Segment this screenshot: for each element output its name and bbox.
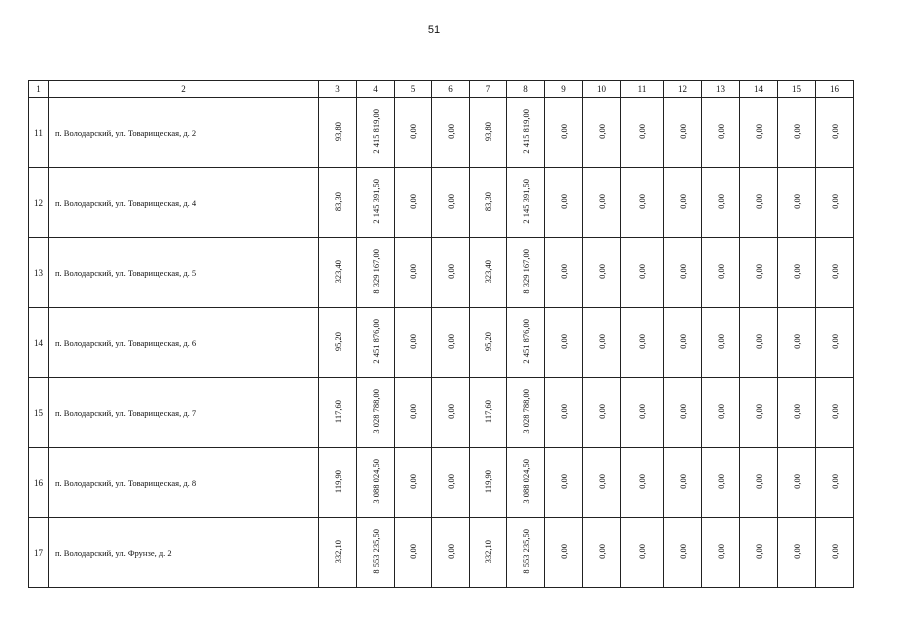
page-number: 51 bbox=[427, 24, 441, 36]
value-cell bbox=[432, 518, 470, 588]
value-text: 0,00 bbox=[408, 544, 418, 559]
row-number: 15 bbox=[29, 378, 49, 448]
value-text: 0,00 bbox=[715, 194, 726, 209]
value-text: 0,00 bbox=[558, 474, 569, 489]
value-cell bbox=[583, 168, 621, 238]
address-cell: п. Володарский, ул. Товарищеская, д. 4 bbox=[49, 168, 319, 238]
value-cell bbox=[470, 448, 507, 518]
value-text: 0,00 bbox=[715, 124, 726, 139]
value-text: 8 553 235,50 bbox=[520, 529, 531, 574]
value-text: 0,00 bbox=[445, 194, 456, 209]
column-header: 9 bbox=[545, 81, 583, 98]
value-text: 0,00 bbox=[753, 544, 764, 559]
value-text: 0,00 bbox=[715, 334, 726, 349]
column-header: 2 bbox=[49, 81, 319, 98]
value-text: 0,00 bbox=[677, 474, 688, 489]
value-text: 2 451 876,00 bbox=[520, 319, 531, 364]
value-text: 0,00 bbox=[558, 124, 569, 139]
value-text: 332,10 bbox=[332, 539, 343, 564]
value-cell bbox=[357, 448, 395, 518]
value-text: 0,00 bbox=[829, 124, 840, 139]
value-text: 119,90 bbox=[332, 469, 343, 494]
row-number: 14 bbox=[29, 308, 49, 378]
value-cell bbox=[507, 238, 545, 308]
value-text: 95,20 bbox=[483, 331, 493, 352]
value-cell bbox=[778, 518, 816, 588]
value-cell bbox=[545, 378, 583, 448]
address-cell: п. Володарский, ул. Товарищеская, д. 6 bbox=[49, 308, 319, 378]
value-text: 117,60 bbox=[483, 399, 493, 424]
header-row bbox=[29, 81, 854, 98]
value-text: 0,00 bbox=[596, 544, 607, 559]
value-text: 0,00 bbox=[558, 264, 569, 279]
value-text: 0,00 bbox=[408, 124, 418, 139]
value-text: 323,40 bbox=[332, 259, 343, 284]
value-cell bbox=[357, 378, 395, 448]
value-cell bbox=[432, 308, 470, 378]
value-cell bbox=[621, 238, 664, 308]
value-text: 0,00 bbox=[637, 544, 647, 559]
value-cell bbox=[319, 378, 357, 448]
value-text: 2 145 391,50 bbox=[520, 179, 531, 224]
value-cell bbox=[507, 518, 545, 588]
value-text: 323,40 bbox=[483, 259, 493, 284]
value-cell bbox=[583, 238, 621, 308]
value-cell bbox=[507, 378, 545, 448]
value-text: 0,00 bbox=[677, 334, 688, 349]
value-cell bbox=[545, 308, 583, 378]
value-text: 2 415 819,00 bbox=[520, 109, 531, 154]
value-text: 0,00 bbox=[637, 194, 647, 209]
value-cell bbox=[740, 378, 778, 448]
value-cell bbox=[432, 168, 470, 238]
value-cell bbox=[664, 98, 702, 168]
column-header: 7 bbox=[470, 81, 507, 98]
table-row bbox=[29, 518, 854, 588]
value-cell bbox=[778, 168, 816, 238]
value-cell bbox=[470, 308, 507, 378]
value-cell bbox=[664, 518, 702, 588]
value-text: 0,00 bbox=[829, 474, 840, 489]
value-text: 0,00 bbox=[829, 404, 840, 419]
value-text: 0,00 bbox=[715, 474, 726, 489]
value-cell bbox=[702, 98, 740, 168]
value-cell bbox=[816, 518, 854, 588]
value-text: 0,00 bbox=[829, 334, 840, 349]
value-text: 0,00 bbox=[829, 544, 840, 559]
value-text: 0,00 bbox=[596, 264, 607, 279]
value-cell bbox=[583, 378, 621, 448]
value-cell bbox=[816, 378, 854, 448]
value-text: 0,00 bbox=[408, 194, 418, 209]
value-cell bbox=[545, 98, 583, 168]
column-header: 11 bbox=[621, 81, 664, 98]
value-text: 83,30 bbox=[332, 191, 343, 212]
value-cell bbox=[470, 168, 507, 238]
value-cell bbox=[395, 518, 432, 588]
value-text: 0,00 bbox=[791, 544, 802, 559]
value-cell bbox=[664, 238, 702, 308]
value-cell bbox=[545, 518, 583, 588]
value-cell bbox=[740, 308, 778, 378]
value-cell bbox=[702, 238, 740, 308]
value-cell bbox=[357, 308, 395, 378]
value-text: 0,00 bbox=[596, 194, 607, 209]
value-cell bbox=[357, 518, 395, 588]
value-text: 3 028 788,00 bbox=[520, 389, 531, 434]
value-text: 3 088 024,50 bbox=[520, 459, 531, 504]
value-text: 0,00 bbox=[445, 334, 456, 349]
value-cell bbox=[778, 98, 816, 168]
value-cell bbox=[545, 448, 583, 518]
value-cell bbox=[319, 308, 357, 378]
value-cell bbox=[545, 168, 583, 238]
column-header: 14 bbox=[740, 81, 778, 98]
value-text: 0,00 bbox=[753, 194, 764, 209]
row-number: 13 bbox=[29, 238, 49, 308]
address-cell: п. Володарский, ул. Фрунзе, д. 2 bbox=[49, 518, 319, 588]
value-text: 0,00 bbox=[753, 404, 764, 419]
table-body bbox=[29, 98, 854, 588]
value-text: 0,00 bbox=[408, 264, 418, 279]
value-cell bbox=[740, 168, 778, 238]
value-text: 2 145 391,50 bbox=[370, 179, 381, 224]
column-header: 5 bbox=[395, 81, 432, 98]
table-row bbox=[29, 238, 854, 308]
value-text: 0,00 bbox=[445, 474, 456, 489]
value-text: 0,00 bbox=[791, 474, 802, 489]
value-cell bbox=[583, 308, 621, 378]
value-text: 0,00 bbox=[596, 334, 607, 349]
table-row bbox=[29, 448, 854, 518]
value-text: 0,00 bbox=[677, 404, 688, 419]
value-cell bbox=[432, 378, 470, 448]
value-text: 2 451 876,00 bbox=[370, 319, 381, 364]
value-cell bbox=[621, 308, 664, 378]
value-text: 0,00 bbox=[791, 404, 802, 419]
value-cell bbox=[664, 168, 702, 238]
address-cell: п. Володарский, ул. Товарищеская, д. 7 bbox=[49, 378, 319, 448]
value-cell bbox=[583, 448, 621, 518]
value-text: 0,00 bbox=[596, 124, 607, 139]
value-text: 93,80 bbox=[332, 121, 343, 142]
row-number: 11 bbox=[29, 98, 49, 168]
address-cell: п. Володарский, ул. Товарищеская, д. 5 bbox=[49, 238, 319, 308]
value-text: 0,00 bbox=[715, 544, 726, 559]
value-text: 0,00 bbox=[637, 264, 647, 279]
value-cell bbox=[816, 168, 854, 238]
value-cell bbox=[740, 238, 778, 308]
value-text: 0,00 bbox=[677, 194, 688, 209]
column-header: 6 bbox=[432, 81, 470, 98]
value-text: 0,00 bbox=[558, 334, 569, 349]
value-cell bbox=[664, 448, 702, 518]
value-cell bbox=[432, 238, 470, 308]
value-text: 95,20 bbox=[332, 331, 343, 352]
value-cell bbox=[702, 378, 740, 448]
value-cell bbox=[545, 238, 583, 308]
value-cell bbox=[319, 448, 357, 518]
value-cell bbox=[702, 168, 740, 238]
value-cell bbox=[740, 518, 778, 588]
value-cell bbox=[507, 168, 545, 238]
value-cell bbox=[319, 168, 357, 238]
value-cell bbox=[319, 98, 357, 168]
value-cell bbox=[507, 98, 545, 168]
value-text: 93,80 bbox=[483, 121, 493, 142]
value-text: 0,00 bbox=[791, 334, 802, 349]
value-text: 3 028 788,00 bbox=[370, 389, 381, 434]
value-text: 2 415 819,00 bbox=[370, 109, 381, 154]
column-header: 15 bbox=[778, 81, 816, 98]
value-cell bbox=[621, 518, 664, 588]
value-cell bbox=[664, 378, 702, 448]
value-cell bbox=[816, 98, 854, 168]
value-cell bbox=[395, 98, 432, 168]
value-cell bbox=[432, 448, 470, 518]
value-cell bbox=[395, 238, 432, 308]
value-text: 0,00 bbox=[791, 124, 802, 139]
value-text: 0,00 bbox=[715, 264, 726, 279]
value-text: 0,00 bbox=[637, 334, 647, 349]
value-text: 0,00 bbox=[637, 474, 647, 489]
column-header: 8 bbox=[507, 81, 545, 98]
value-cell bbox=[621, 448, 664, 518]
value-cell bbox=[357, 98, 395, 168]
value-text: 119,90 bbox=[483, 469, 493, 494]
value-cell bbox=[778, 238, 816, 308]
value-text: 0,00 bbox=[829, 194, 840, 209]
row-number: 12 bbox=[29, 168, 49, 238]
value-cell bbox=[621, 98, 664, 168]
value-text: 8 329 167,00 bbox=[520, 249, 531, 294]
value-cell bbox=[778, 448, 816, 518]
column-header: 10 bbox=[583, 81, 621, 98]
column-header: 4 bbox=[357, 81, 395, 98]
value-text: 0,00 bbox=[791, 264, 802, 279]
value-text: 0,00 bbox=[753, 474, 764, 489]
value-text: 83,30 bbox=[483, 191, 493, 212]
value-text: 0,00 bbox=[558, 404, 569, 419]
value-text: 0,00 bbox=[637, 404, 647, 419]
value-text: 0,00 bbox=[753, 124, 764, 139]
column-header: 12 bbox=[664, 81, 702, 98]
value-cell bbox=[740, 448, 778, 518]
value-cell bbox=[816, 308, 854, 378]
table-row bbox=[29, 168, 854, 238]
value-cell bbox=[432, 98, 470, 168]
value-text: 0,00 bbox=[677, 544, 688, 559]
value-cell bbox=[395, 448, 432, 518]
value-cell bbox=[702, 518, 740, 588]
value-text: 0,00 bbox=[596, 404, 607, 419]
value-cell bbox=[470, 98, 507, 168]
table-row bbox=[29, 98, 854, 168]
table-row bbox=[29, 378, 854, 448]
value-cell bbox=[470, 238, 507, 308]
value-text: 0,00 bbox=[445, 124, 456, 139]
value-text: 0,00 bbox=[677, 264, 688, 279]
value-text: 3 088 024,50 bbox=[370, 459, 381, 504]
value-cell bbox=[507, 308, 545, 378]
value-cell bbox=[395, 168, 432, 238]
value-text: 0,00 bbox=[829, 264, 840, 279]
value-cell bbox=[621, 168, 664, 238]
value-cell bbox=[740, 98, 778, 168]
value-cell bbox=[664, 308, 702, 378]
value-cell bbox=[816, 238, 854, 308]
column-header: 16 bbox=[816, 81, 854, 98]
value-text: 117,60 bbox=[332, 399, 343, 424]
value-cell bbox=[319, 518, 357, 588]
address-cell: п. Володарский, ул. Товарищеская, д. 8 bbox=[49, 448, 319, 518]
value-text: 332,10 bbox=[483, 539, 493, 564]
value-cell bbox=[702, 448, 740, 518]
value-text: 0,00 bbox=[558, 544, 569, 559]
value-cell bbox=[395, 378, 432, 448]
column-header: 1 bbox=[29, 81, 49, 98]
value-text: 0,00 bbox=[408, 404, 418, 419]
value-cell bbox=[778, 308, 816, 378]
data-table bbox=[28, 80, 854, 588]
value-cell bbox=[470, 378, 507, 448]
value-cell bbox=[507, 448, 545, 518]
value-text: 0,00 bbox=[637, 124, 647, 139]
value-text: 0,00 bbox=[677, 124, 688, 139]
value-text: 0,00 bbox=[408, 474, 418, 489]
value-text: 0,00 bbox=[408, 334, 418, 349]
value-text: 0,00 bbox=[445, 404, 456, 419]
value-cell bbox=[583, 518, 621, 588]
table-row bbox=[29, 308, 854, 378]
value-cell bbox=[395, 308, 432, 378]
value-text: 8 553 235,50 bbox=[370, 529, 381, 574]
value-cell bbox=[816, 448, 854, 518]
value-cell bbox=[357, 238, 395, 308]
value-cell bbox=[583, 98, 621, 168]
value-text: 0,00 bbox=[445, 544, 456, 559]
row-number: 16 bbox=[29, 448, 49, 518]
value-text: 8 329 167,00 bbox=[370, 249, 381, 294]
value-cell bbox=[702, 308, 740, 378]
value-text: 0,00 bbox=[596, 474, 607, 489]
value-cell bbox=[319, 238, 357, 308]
column-header: 3 bbox=[319, 81, 357, 98]
value-text: 0,00 bbox=[791, 194, 802, 209]
value-text: 0,00 bbox=[753, 264, 764, 279]
value-text: 0,00 bbox=[753, 334, 764, 349]
value-cell bbox=[357, 168, 395, 238]
value-cell bbox=[621, 378, 664, 448]
value-cell bbox=[778, 378, 816, 448]
value-text: 0,00 bbox=[715, 404, 726, 419]
value-cell bbox=[470, 518, 507, 588]
value-text: 0,00 bbox=[558, 194, 569, 209]
column-header: 13 bbox=[702, 81, 740, 98]
value-text: 0,00 bbox=[445, 264, 456, 279]
address-cell: п. Володарский, ул. Товарищеская, д. 2 bbox=[49, 98, 319, 168]
row-number: 17 bbox=[29, 518, 49, 588]
